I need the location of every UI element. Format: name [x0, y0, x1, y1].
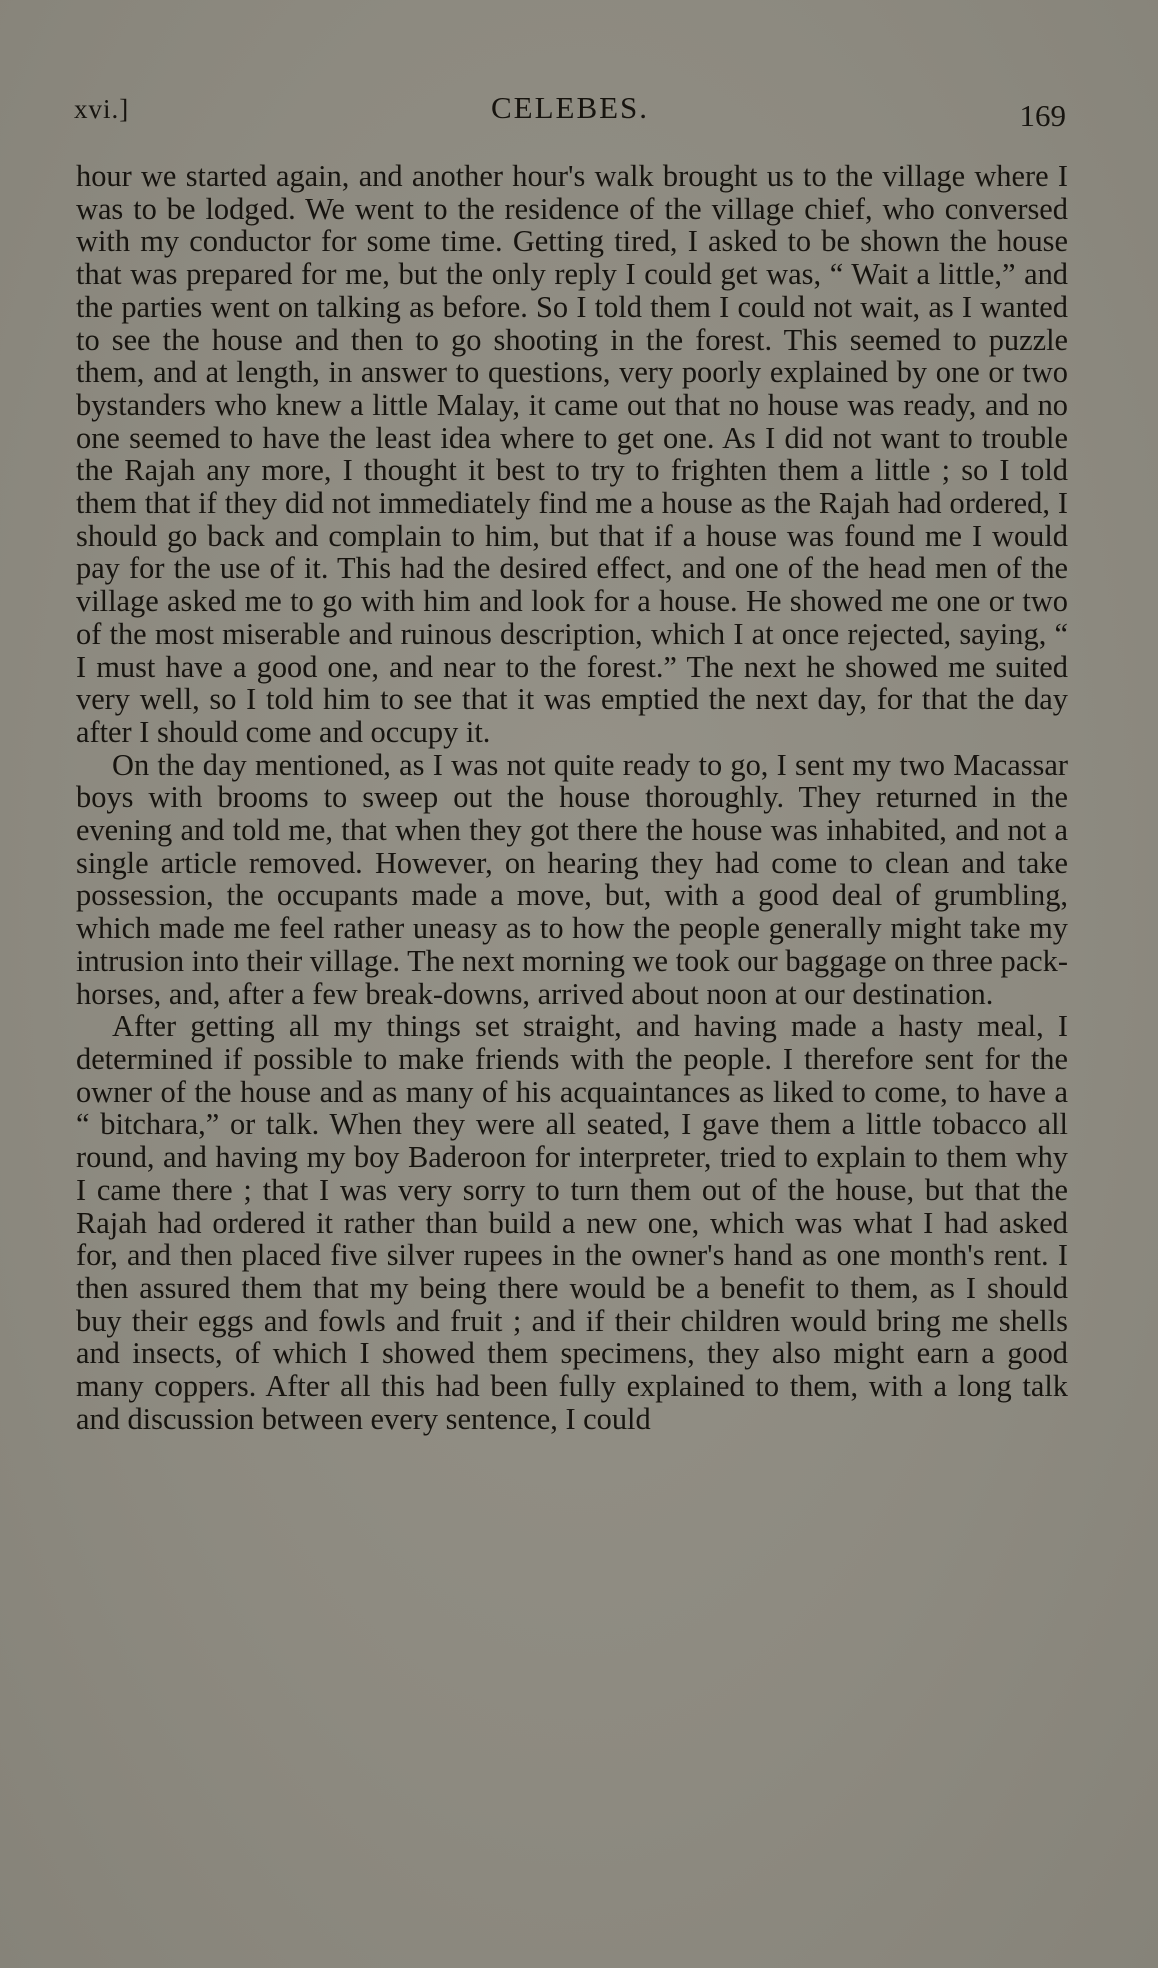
paragraph-continued: hour we started again, and another hour's walk brought us to the village where I was to be lodged. We went to the residence of the village chief, who conversed with my conductor for some time. Getting tired, I asked to be shown the house that was prepared for me, but the only reply I could get was, “ Wait a little,” and the parties went on talking as before. So I told them I could not wait, as I wanted to see the house and then to go shooting in the forest. This seemed to puzzle them, and at length, in answer to questions, very poorly explained by one or two bystanders who knew a little Malay, it came out that no house was ready, and no one seemed to have the least idea where to get one. As I did not want to trouble the Rajah any more, I thought it best to try to frighten them a little ; so I told them that if they did not immediately find me a house as the Rajah had ordered, I should go back and complain to him, but that if a house was found me I would pay for the use of it. This had the desired effect, and one of the head men of the village asked me to go with him and look for a house. He showed me one or two of the most miserable and ruinous description, which I at once rejected, saying, “ I must have a good one, and near to the forest.” The next he showed me suited very well, so I told him to see that it was emptied the next day, for that the day after I should come and occupy it. [76, 159, 1068, 749]
page-number: 169 [1019, 98, 1066, 133]
running-head [74, 88, 1066, 133]
paragraph: On the day mentioned, as I was not quite ready to go, I sent my two Macassar boys with brooms to sweep out the house thoroughly. They returned in the evening and told me, that when they got there the house was inhabited, and not a single article removed. However, on hearing they had come to clean and take possession, the occupants made a move, but, with a good deal of grumbling, which made me feel rather uneasy as to how the people generally might take my intrusion into their village. The next morning we took our baggage on three pack-horses, and, after a few break-downs, arrived about noon at our destination. [76, 747, 1068, 1011]
body-text [76, 160, 1068, 1435]
chapter-number: xvi.] [74, 94, 130, 124]
running-title: CELEBES. [490, 90, 650, 125]
paragraph: After getting all my things set straight, and having made a hasty meal, I determined if possible to make friends with the people. I therefore sent for the owner of the house and as many of his acquaintances as liked to come, to have a “ bitchara,” or talk. When they were all seated, I gave them a little tobacco all round, and having my boy Baderoon for interpreter, tried to explain to them why I came there ; that I was very sorry to turn them out of the house, but that the Rajah had ordered it rather than build a new one, which was what I had asked for, and then placed five silver rupees in the owner's hand as one month's rent. I then assured them that my being there would be a benefit to them, as I should buy their eggs and fowls and fruit ; and if their children would bring me shells and insects, of which I showed them specimens, they also might earn a good many coppers. After all this had been fully explained to them, with a long talk and discussion between every sentence, I could [76, 1009, 1068, 1436]
